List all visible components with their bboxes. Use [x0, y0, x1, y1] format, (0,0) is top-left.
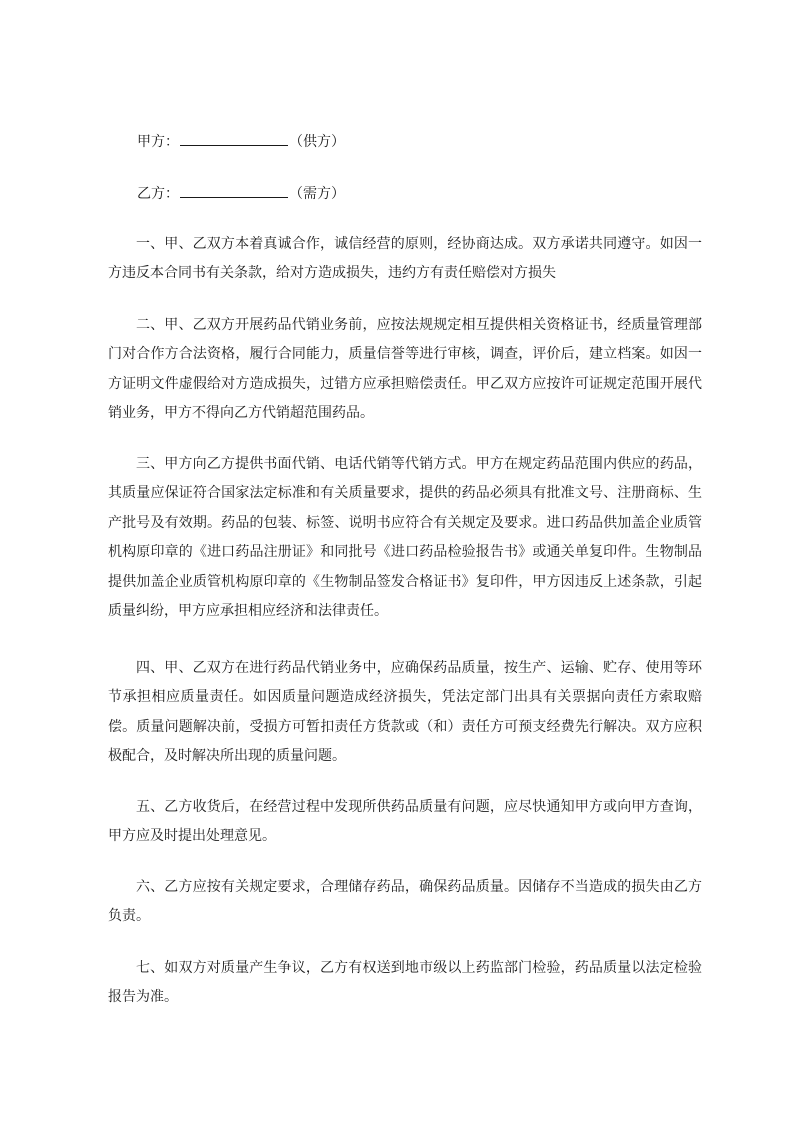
- party-b-line: [137, 183, 345, 204]
- party-a-role: （供方）: [289, 134, 345, 150]
- party-a-blank: [180, 131, 288, 146]
- party-a-line: [137, 131, 345, 152]
- clause-6: 六、乙方应按有关规定要求，合理储存药品，确保药品质量。因储存不当造成的损失由乙方负责。: [108, 879, 702, 925]
- party-a-label: 甲方：: [137, 134, 179, 150]
- party-b-blank: [180, 183, 288, 198]
- party-b-label: 乙方：: [137, 186, 179, 202]
- clause-2: 二、甲、乙双方开展药品代销业务前，应按法规规定相互提供相关资格证书，经质量管理部门对合作方合法资格，履行合同能力，质量信誉等进行审核，调查，评价后，建立档案。如因一方证明文件虚假给对方造成损失，过错方应承担赔偿责任。甲乙双方应按许可证规定范围开展代销业务，甲方不得向乙方代销超范围药品。: [108, 317, 702, 422]
- clause-5: 五、乙方收货后，在经营过程中发现所供药品质量有问题，应尽快通知甲方或向甲方查询，甲方应及时提出处理意见。: [108, 799, 702, 845]
- clause-4: 四、甲、乙双方在进行药品代销业务中，应确保药品质量，按生产、运输、贮存、使用等环节承担相应质量责任。如因质量问题造成经济损失，凭法定部门出具有关票据向责任方索取赔偿。质量问题解决前，受损方可暂扣责任方货款或（和）责任方可预支经费先行解决。双方应积极配合，及时解决所出现的质量问题。: [108, 660, 702, 765]
- clause-1: 一、甲、乙双方本着真诚合作，诚信经营的原则，经协商达成。双方承诺共同遵守。如因一方违反本合同书有关条款，给对方造成损失，违约方有责任赔偿对方损失: [108, 236, 702, 282]
- clause-7: 七、如双方对质量产生争议，乙方有权送到地市级以上药监部门检验，药品质量以法定检验报告为准。: [108, 960, 702, 1006]
- clause-3: 三、甲方向乙方提供书面代销、电话代销等代销方式。甲方在规定药品范围内供应的药品，其质量应保证符合国家法定标准和有关质量要求，提供的药品必须具有批准文号、注册商标、生产批号及有效期。药品的包装、标签、说明书应符合有关规定及要求。进口药品供加盖企业质管机构原印章的《进口药品注册证》和同批号《进口药品检验报告书》或通关单复印件。生物制品提供加盖企业质管机构原印章的《生物制品签发合格证书》复印件，甲方因违反上述条款，引起质量纠纷，甲方应承担相应经济和法律责任。: [108, 456, 702, 620]
- party-b-role: （需方）: [289, 186, 345, 202]
